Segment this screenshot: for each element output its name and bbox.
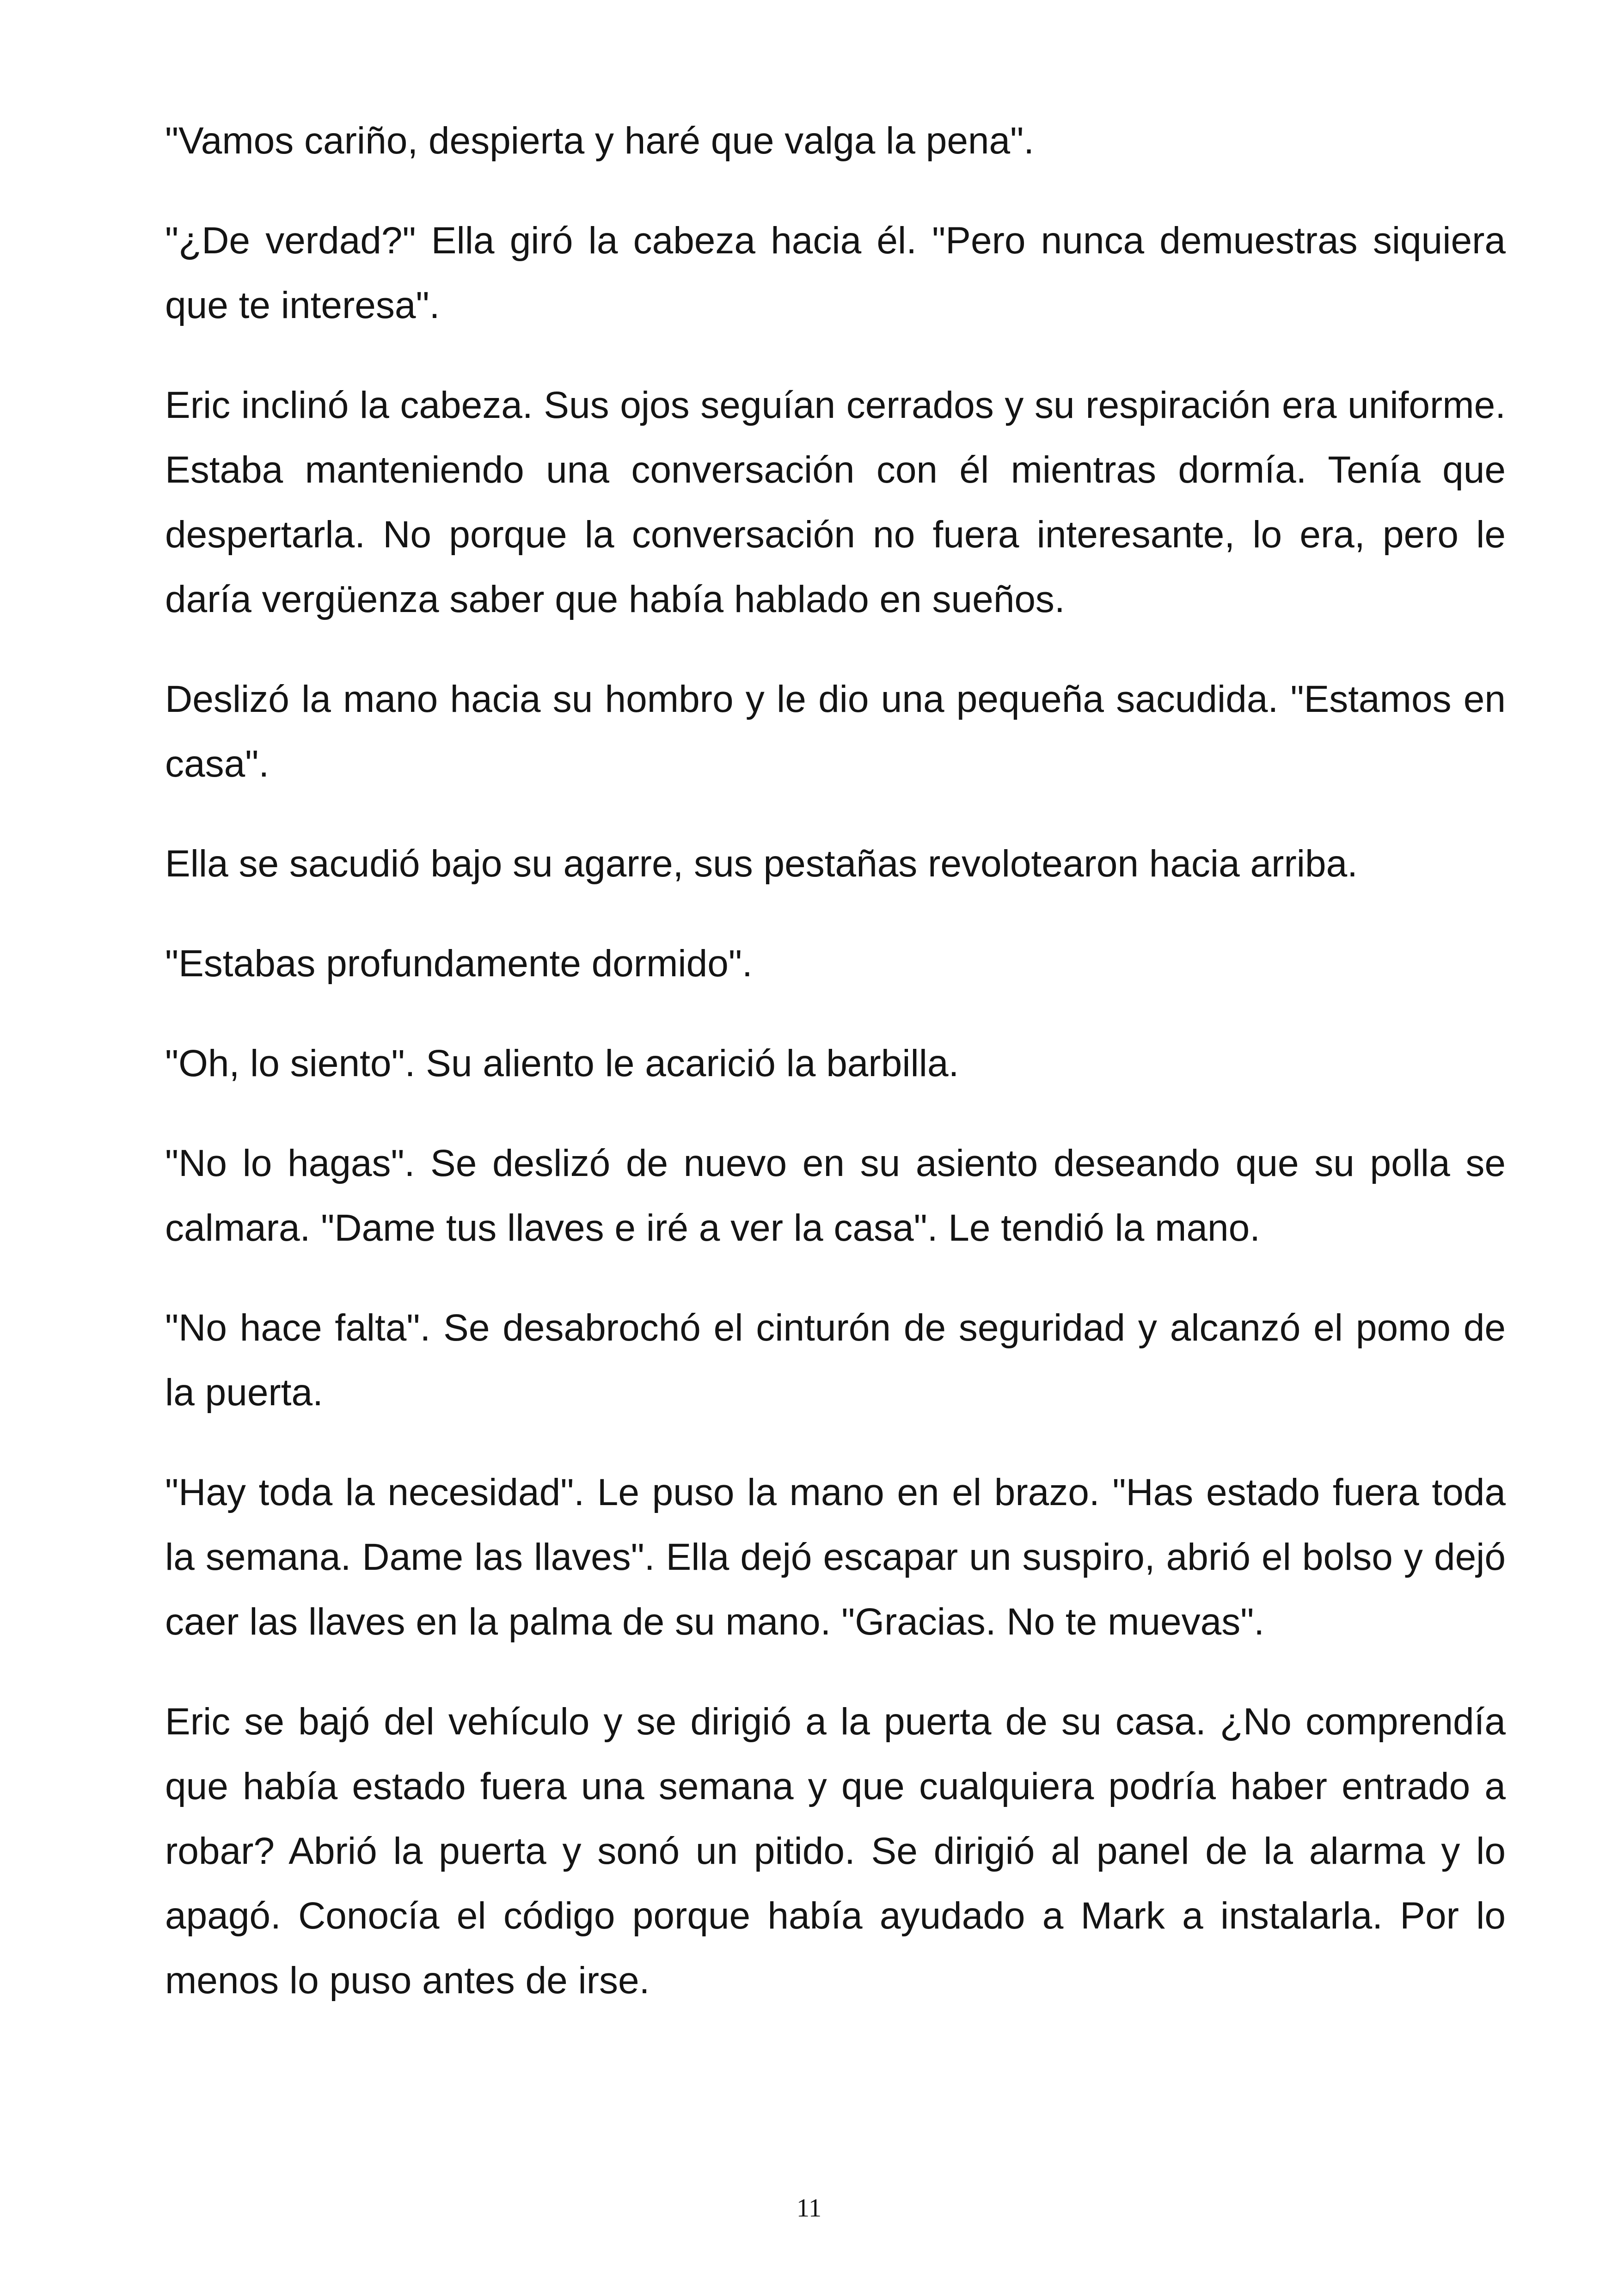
paragraph: "No hace falta". Se desabrochó el cinturón de seguridad y alcanzó el pomo de la puerta. (165, 1307, 1506, 1414)
paragraph: "Vamos cariño, despierta y haré que valga la pena". (165, 120, 1035, 162)
paragraph: Eric se bajó del vehículo y se dirigió a la puerta de su casa. ¿No comprendía que había estado fuera una semana y que cualquiera podría haber entrado a robar? Abrió la puerta y sonó un pitido. Se dirigió al panel de la alarma y lo apagó. Conocía el código porque había ayudado a Mark a instalarla. Por lo menos lo puso antes de irse. (165, 1701, 1506, 2002)
page-number: 11 (797, 2194, 821, 2223)
paragraph: Eric inclinó la cabeza. Sus ojos seguían cerrados y su respiración era uniforme. Estaba manteniendo una conversación con él mientras dormía. Tenía que despertarla. No porque la conversación no fuera interesante, lo era, pero le daría vergüenza saber que había hablado en sueños. (165, 384, 1506, 620)
paragraph: "Oh, lo siento". Su aliento le acarició la barbilla. (165, 1042, 959, 1084)
paragraph: Deslizó la mano hacia su hombro y le dio una pequeña sacudida. "Estamos en casa". (165, 678, 1506, 785)
page-body (165, 109, 1506, 2013)
paragraph: "No lo hagas". Se deslizó de nuevo en su asiento deseando que su polla se calmara. "Dame tus llaves e iré a ver la casa". Le tendió la mano. (165, 1142, 1506, 1249)
paragraph: Ella se sacudió bajo su agarre, sus pestañas revolotearon hacia arriba. (165, 843, 1358, 885)
paragraph: "¿De verdad?" Ella giró la cabeza hacia él. "Pero nunca demuestras siquiera que te interesa". (165, 220, 1506, 326)
paragraph: "Estabas profundamente dormido". (165, 943, 753, 985)
paragraph: "Hay toda la necesidad". Le puso la mano en el brazo. "Has estado fuera toda la semana. Dame las llaves". Ella dejó escapar un suspiro, abrió el bolso y dejó caer las llaves en la palma de su mano. "Gracias. No te muevas". (165, 1471, 1506, 1643)
